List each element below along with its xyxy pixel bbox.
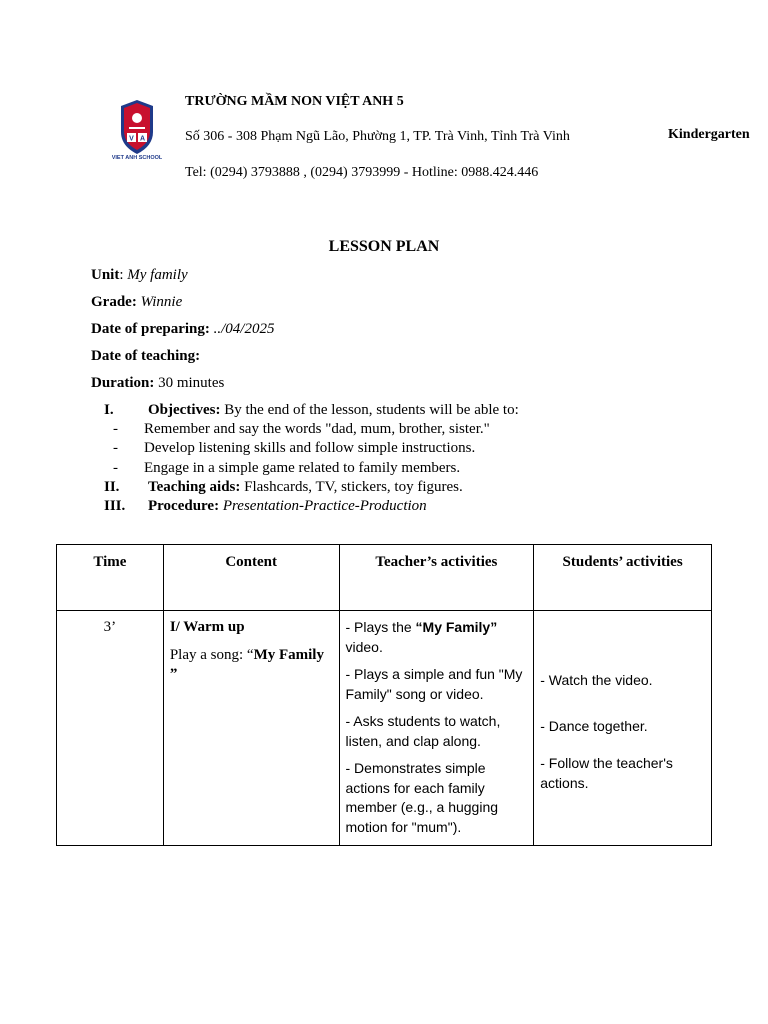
objective-item: Remember and say the words "dad, mum, brother, sister." — [144, 421, 490, 437]
procedure-text: Presentation-Practice-Production — [222, 498, 427, 514]
content-pre: Play a song: “ — [169, 646, 254, 663]
header-content: Content — [163, 545, 339, 611]
aids-number: II. — [104, 479, 120, 495]
teacher-line1-post: video. — [345, 638, 383, 655]
aids-text: Flashcards, TV, stickers, toy figures. — [244, 479, 463, 495]
objectives-line — [148, 402, 519, 419]
unit-value: My family — [127, 267, 188, 283]
student-line: - Watch the video. — [540, 672, 653, 688]
aids-line — [148, 479, 463, 496]
grade-label: Grade: — [91, 294, 137, 310]
objective-item: Develop listening skills and follow simple instructions. — [144, 440, 476, 456]
teacher-line: - Plays a simple and fun "My Family" song or video. — [345, 666, 523, 702]
page-title: LESSON PLAN — [328, 238, 440, 255]
bullet-mark: - — [113, 421, 118, 437]
date-teaching-line — [91, 348, 200, 365]
objectives-number: I. — [104, 402, 114, 418]
duration-value: 30 minutes — [158, 375, 225, 391]
teacher-line: - Demonstrates simple actions for each family member (e.g., a hugging motion for "mum"). — [345, 760, 499, 835]
date-preparing-value: ../04/2025 — [213, 321, 275, 337]
teacher-line1-pre: - Plays the — [345, 619, 416, 635]
time-value: 3’ — [103, 619, 117, 635]
school-logo — [112, 98, 162, 164]
procedure-label: Procedure: — [148, 498, 220, 514]
header-teacher: Teacher’s activities — [339, 545, 534, 611]
teacher-line1-bold: “My Family” — [415, 619, 498, 635]
date-preparing-line — [91, 321, 274, 338]
table-header-row — [57, 545, 712, 611]
content-song: My Family ” — [169, 646, 324, 682]
student-line: - Follow the teacher's actions. — [540, 755, 673, 791]
header-students: Students’ activities — [534, 545, 712, 611]
unit-line — [91, 267, 188, 284]
teacher-line — [346, 618, 528, 657]
bullet-mark: - — [113, 460, 118, 476]
date-teaching-label: Date of teaching: — [91, 348, 201, 364]
cell-teacher — [339, 611, 534, 846]
header-time: Time — [57, 545, 164, 611]
cell-content — [163, 611, 339, 846]
unit-label: Unit — [91, 267, 120, 283]
cell-time — [57, 611, 164, 846]
objectives-text: By the end of the lesson, students will be able to: — [224, 402, 519, 418]
lesson-table — [56, 544, 712, 846]
date-preparing-label: Date of preparing: — [91, 321, 210, 337]
teacher-line: - Asks students to watch, listen, and clap along. — [345, 713, 501, 749]
logo-letter-a: A — [139, 135, 146, 143]
school-phone: Tel: (0294) 3793888 , (0294) 3793999 - Hotline: 0988.424.446 — [185, 165, 539, 180]
level-label: Kindergarten — [668, 127, 750, 142]
student-line: - Dance together. — [540, 717, 648, 734]
aids-label: Teaching aids: — [148, 479, 241, 495]
grade-line — [91, 294, 182, 311]
content-text — [170, 646, 333, 685]
unit-sep: : — [119, 267, 128, 283]
cell-students — [534, 611, 712, 846]
grade-value: Winnie — [140, 294, 183, 310]
duration-label: Duration: — [91, 375, 155, 391]
duration-line — [91, 375, 224, 392]
objectives-label: Objectives: — [148, 402, 221, 418]
school-address: Số 306 - 308 Phạm Ngũ Lão, Phường 1, TP. Trà Vinh, Tỉnh Trà Vinh — [185, 129, 570, 144]
logo-text: VIET ANH SCHOOL — [112, 155, 162, 161]
procedure-number: III. — [104, 498, 126, 514]
content-heading: I/ Warm up — [169, 619, 245, 635]
bullet-mark: - — [113, 440, 118, 456]
objective-item: Engage in a simple game related to family members. — [144, 460, 461, 476]
school-name: TRƯỜNG MẦM NON VIỆT ANH 5 — [185, 94, 404, 109]
logo-letter-v: V — [129, 135, 134, 143]
procedure-line — [148, 498, 427, 515]
table-row — [57, 611, 712, 846]
